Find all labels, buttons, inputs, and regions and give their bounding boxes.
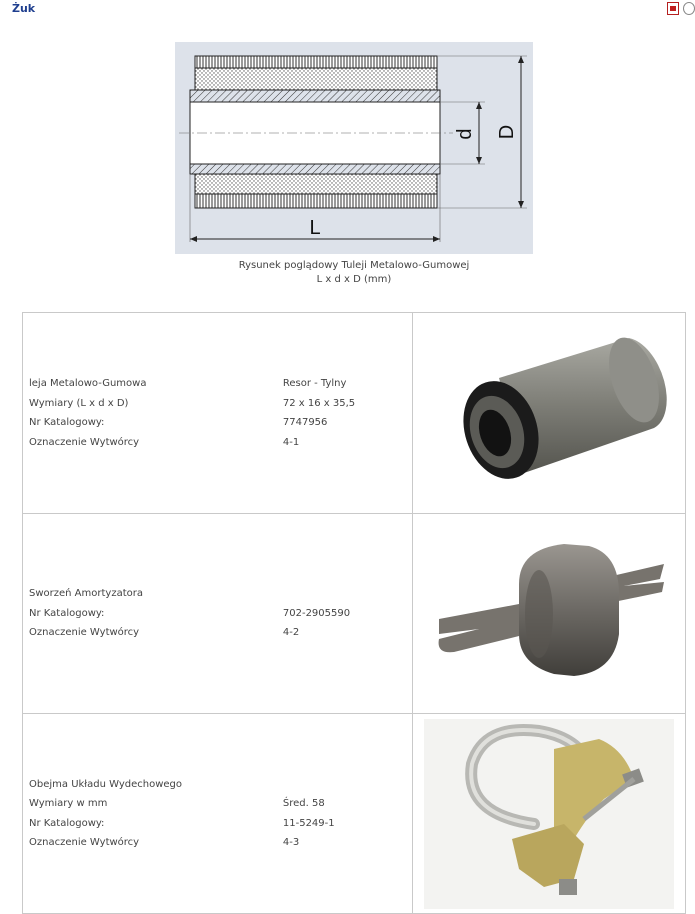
parts-table xyxy=(22,312,686,914)
part-labels xyxy=(23,313,283,514)
label-d: d xyxy=(454,128,476,140)
part-value xyxy=(283,584,412,604)
part-label: Nr Katalogowy: xyxy=(29,607,105,619)
exhaust-clamp-illustration xyxy=(424,719,674,909)
part-name: Sworzeń Amortyzatora xyxy=(29,588,143,600)
part-values xyxy=(283,714,413,914)
part-label: Oznaczenie Wytwórcy xyxy=(29,436,140,448)
print-icon[interactable] xyxy=(683,2,695,15)
part-label: Wymiary (L x d x D) xyxy=(29,397,129,409)
part-value: 702-2905590 xyxy=(282,607,351,619)
diagram-caption xyxy=(175,259,533,287)
bushing-photo[interactable] xyxy=(413,313,686,514)
part-name: Obejma Układu Wydechowego xyxy=(29,778,183,790)
shock-pin-photo[interactable] xyxy=(413,514,686,714)
part-value: 4-2 xyxy=(282,627,300,639)
diagram-drawing xyxy=(175,42,533,254)
part-value: 11-5249-1 xyxy=(282,817,335,829)
bushing-diagram xyxy=(175,42,533,254)
table-row xyxy=(23,714,686,914)
bushing-illustration xyxy=(429,318,669,508)
part-value: 4-1 xyxy=(282,436,300,448)
part-label: Nr Katalogowy: xyxy=(29,417,105,428)
part-label: Wymiary w mm xyxy=(29,798,108,809)
part-values xyxy=(283,514,413,714)
part-labels xyxy=(23,714,283,914)
page-title[interactable]: Żuk xyxy=(12,2,36,15)
part-value xyxy=(283,775,412,795)
part-name: leja Metalowo-Gumowa xyxy=(29,378,147,389)
caption-line-2: L x d x D (mm) xyxy=(316,274,392,285)
table-row xyxy=(23,313,686,514)
exhaust-clamp-photo[interactable] xyxy=(413,714,686,914)
part-label: Nr Katalogowy: xyxy=(29,817,105,829)
part-value: 4-3 xyxy=(282,837,300,848)
toolbar xyxy=(667,2,695,15)
shock-pin-illustration xyxy=(424,524,674,704)
caption-line-1: Rysunek poglądowy Tuleji Metalowo-Gumowej xyxy=(238,260,470,271)
label-D: D xyxy=(496,124,518,140)
part-value: 72 x 16 x 35,5 xyxy=(282,397,356,409)
part-label: Oznaczenie Wytwórcy xyxy=(29,837,140,848)
part-values xyxy=(283,313,413,514)
pdf-icon[interactable] xyxy=(667,2,679,15)
table-row xyxy=(23,514,686,714)
part-value: 7747956 xyxy=(282,417,328,428)
label-L: L xyxy=(309,217,321,239)
part-label: Oznaczenie Wytwórcy xyxy=(29,627,140,639)
part-labels xyxy=(23,514,283,714)
part-value: Śred. 58 xyxy=(282,798,325,809)
part-value: Resor - Tylny xyxy=(282,378,347,389)
